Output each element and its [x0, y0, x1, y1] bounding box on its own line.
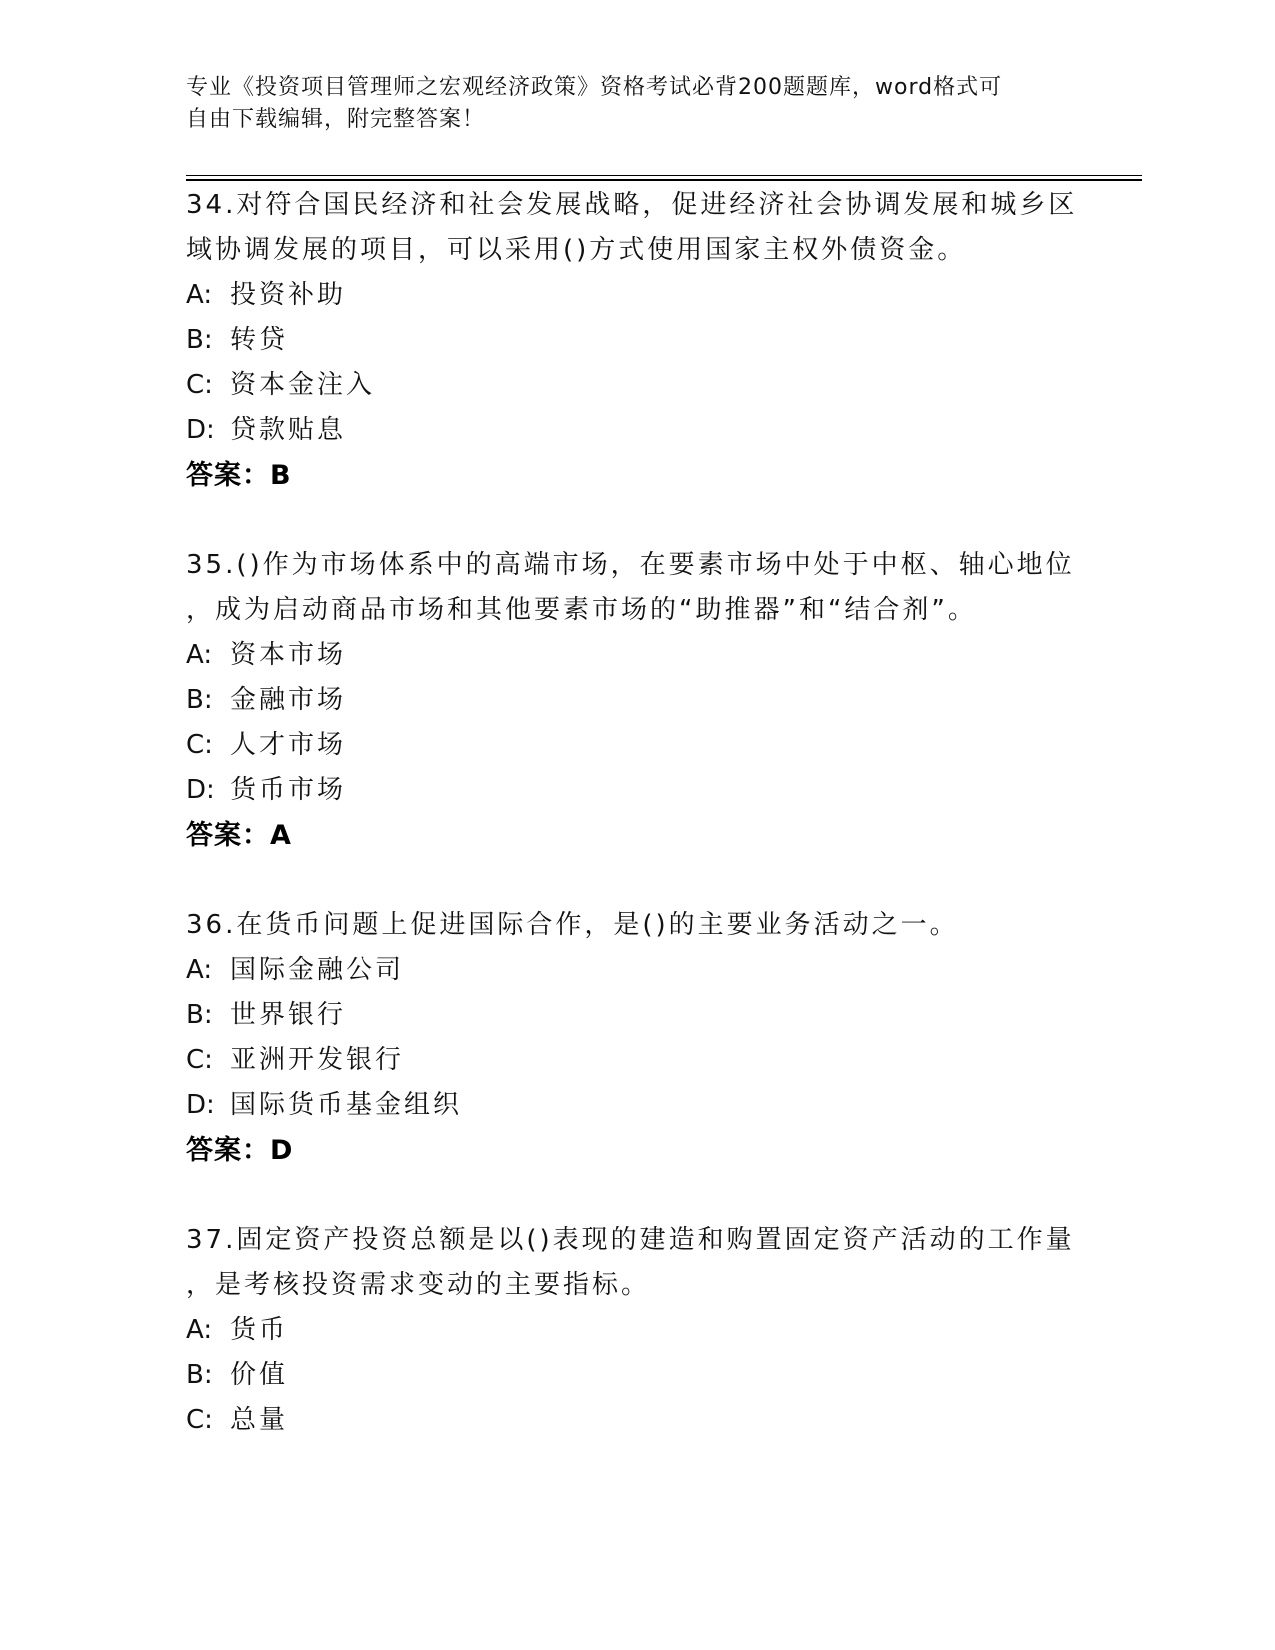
option-d	[186, 768, 1086, 813]
option-letter: C:	[186, 1405, 213, 1435]
option-d	[186, 408, 1086, 453]
option-text: 人才市场	[230, 730, 347, 760]
question-stem	[186, 1218, 1086, 1308]
answer-line: 答案：B	[186, 460, 292, 491]
stem-line: 36.在货币问题上促进国际合作，是()的主要业务活动之一。	[186, 910, 959, 940]
option-a	[186, 948, 1086, 993]
option-text: 国际货币基金组织	[230, 1090, 463, 1120]
question-36	[186, 903, 1086, 1173]
option-text: 价值	[230, 1360, 289, 1390]
header-line-2: 自由下载编辑，附完整答案！	[186, 107, 486, 132]
option-letter: A:	[186, 280, 213, 310]
option-text: 亚洲开发银行	[230, 1045, 405, 1075]
option-text: 货币	[230, 1315, 289, 1345]
document-header	[186, 72, 1066, 136]
option-text: 转贷	[230, 325, 289, 355]
option-b	[186, 1353, 1086, 1398]
option-letter: B:	[186, 685, 213, 715]
option-letter: B:	[186, 1360, 213, 1390]
option-b	[186, 318, 1086, 363]
option-a	[186, 273, 1086, 318]
option-text: 金融市场	[230, 685, 347, 715]
option-a	[186, 1308, 1086, 1353]
option-text: 总量	[230, 1405, 289, 1435]
stem-line: 35.()作为市场体系中的高端市场，在要素市场中处于中枢、轴心地位	[186, 550, 1075, 580]
stem-line: 34.对符合国民经济和社会发展战略，促进经济社会协调发展和城乡区	[186, 190, 1078, 220]
option-letter: B:	[186, 325, 213, 355]
option-c	[186, 363, 1086, 408]
option-letter: C:	[186, 370, 213, 400]
option-letter: B:	[186, 1000, 213, 1030]
option-text: 资本金注入	[230, 370, 376, 400]
option-letter: A:	[186, 955, 213, 985]
stem-line: ，是考核投资需求变动的主要指标。	[186, 1270, 651, 1300]
option-c	[186, 723, 1086, 768]
option-text: 国际金融公司	[230, 955, 405, 985]
stem-line: 37.固定资产投资总额是以()表现的建造和购置固定资产活动的工作量	[186, 1225, 1075, 1255]
option-b	[186, 993, 1086, 1038]
question-stem	[186, 903, 1086, 948]
option-text: 资本市场	[230, 640, 347, 670]
option-text: 世界银行	[230, 1000, 347, 1030]
answer-line: 答案：D	[186, 1135, 294, 1166]
option-a	[186, 633, 1086, 678]
stem-line: ，成为启动商品市场和其他要素市场的“助推器”和“结合剂”。	[186, 595, 977, 625]
header-divider-thin	[186, 175, 1142, 176]
question-34	[186, 183, 1086, 498]
option-text: 货币市场	[230, 775, 347, 805]
option-letter: A:	[186, 640, 213, 670]
option-c	[186, 1038, 1086, 1083]
option-text: 贷款贴息	[230, 415, 347, 445]
answer-line: 答案：A	[186, 820, 292, 851]
question-stem	[186, 543, 1086, 633]
header-line-1: 专业《投资项目管理师之宏观经济政策》资格考试必背200题题库，word格式可	[186, 75, 1003, 100]
stem-line: 域协调发展的项目，可以采用()方式使用国家主权外债资金。	[186, 235, 967, 265]
header-divider-thick	[186, 179, 1142, 181]
question-stem	[186, 183, 1086, 273]
option-letter: A:	[186, 1315, 213, 1345]
option-c	[186, 1398, 1086, 1443]
question-37	[186, 1218, 1086, 1443]
option-d	[186, 1083, 1086, 1128]
option-letter: D:	[186, 1090, 215, 1120]
question-35	[186, 543, 1086, 858]
option-letter: D:	[186, 775, 215, 805]
option-letter: C:	[186, 730, 213, 760]
option-letter: D:	[186, 415, 215, 445]
option-text: 投资补助	[230, 280, 347, 310]
option-letter: C:	[186, 1045, 213, 1075]
option-b	[186, 678, 1086, 723]
